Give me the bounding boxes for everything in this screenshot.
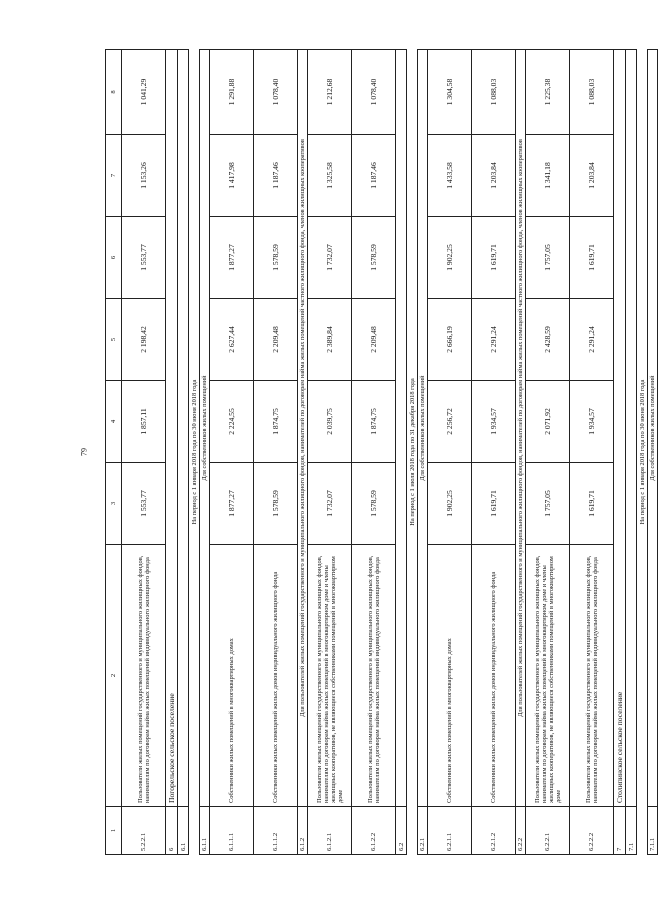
tariff-value-v8: 1 304,58 (428, 50, 472, 135)
row-code: 6.1.1.1 (210, 807, 254, 855)
data-row (122, 50, 166, 855)
row-category: Пользователи жилых помещений государственного и муниципального жилищных фондов, нанимателям по договорам найма жилых помещений индивидуального жилищного фонда (122, 545, 166, 807)
row-category: Пользователи жилых помещений государственного и муниципального жилищных фондов, нанимателям по договорам найма жилых помещений в многоквартирном доме и члены жилищных кооперативов, не являющиеся собственниками помещений в многоквартирном доме (308, 545, 352, 807)
tariff-value-v3: 1 877,27 (210, 463, 254, 545)
tariff-value-v8: 1 041,29 (122, 50, 166, 135)
tariff-value-v6: 1 732,07 (308, 217, 352, 299)
subsection-empty (178, 50, 189, 807)
row-code: 6.1.2.2 (352, 807, 396, 855)
tariff-value-v8: 1 225,38 (526, 50, 570, 135)
column-number-6: 6 (106, 217, 122, 299)
data-row (352, 50, 396, 855)
subsection-empty (396, 50, 407, 807)
column-number-4: 4 (106, 381, 122, 463)
section-code: 6 (166, 807, 178, 855)
row-code: 6.1.2.1 (308, 807, 352, 855)
tariff-value-v8: 1 212,68 (308, 50, 352, 135)
tariff-value-v5: 2 209,48 (254, 299, 298, 381)
tariff-value-v6: 1 578,59 (352, 217, 396, 299)
tariff-value-v8: 1 078,40 (352, 50, 396, 135)
subsection-empty (626, 50, 637, 807)
page-number: 79 (79, 448, 89, 456)
tariff-value-v4: 1 874,75 (254, 381, 298, 463)
row-category: Собственники жилых помещений в многоквартирных домах (428, 545, 472, 807)
tariff-value-v3: 1 578,59 (254, 463, 298, 545)
tariff-value-v4: 2 071,92 (526, 381, 570, 463)
tariff-value-v6: 1 877,27 (210, 217, 254, 299)
header-row (106, 50, 122, 855)
row-category: Пользователи жилых помещений государственного и муниципального жилищных фондов, нанимателям по договорам найма жилых помещений индивидуального жилищного фонда (352, 545, 396, 807)
tariff-value-v7: 1 325,58 (308, 135, 352, 217)
period-caption: На период с 1 июля 2018 года по 31 декабря 2018 года (407, 50, 418, 855)
tariff-value-v3: 1 619,71 (472, 463, 516, 545)
data-row (210, 50, 254, 855)
tariff-value-v7: 1 203,84 (570, 135, 614, 217)
group-code: 6.2.1 (418, 807, 428, 855)
tariff-value-v6: 1 578,59 (254, 217, 298, 299)
row-code: 6.2.2.2 (570, 807, 614, 855)
section-row (614, 50, 626, 855)
tariff-value-v3: 1 619,71 (570, 463, 614, 545)
group-caption: Для собственников жилых помещений (648, 50, 658, 807)
tariff-value-v4: 2 256,72 (428, 381, 472, 463)
subsection-row (626, 50, 637, 855)
row-code: 6.1.1.2 (254, 807, 298, 855)
tariff-value-v5: 2 291,24 (570, 299, 614, 381)
column-number-8: 8 (106, 50, 122, 135)
tariff-value-v7: 1 341,18 (526, 135, 570, 217)
tariff-value-v6: 1 553,77 (122, 217, 166, 299)
row-code: 6.2.1.2 (472, 807, 516, 855)
group-row (298, 50, 308, 855)
tariff-value-v7: 1 187,46 (352, 135, 396, 217)
group-caption: Для пользователей жилых помещений государственного и муниципального жилищного фондов, нанимателей по договорам найма жилых помещений частного жилищного фонда, членов жилищных кооперативов (298, 50, 308, 807)
group-row (516, 50, 526, 855)
tariff-value-v4: 2 224,55 (210, 381, 254, 463)
row-category: Собственники жилых помещений жилых домов индивидуального жилищного фонда (254, 545, 298, 807)
section-title: Столипинское сельское поселение (614, 50, 626, 807)
subsection-code: 6.1 (178, 807, 189, 855)
tariff-value-v6: 1 757,05 (526, 217, 570, 299)
period-caption: На период с 1 января 2018 года по 30 июня 2018 года (189, 50, 200, 855)
section-row (166, 50, 178, 855)
tariff-value-v5: 2 209,48 (352, 299, 396, 381)
section-title: Погорельское сельское поселение (166, 50, 178, 807)
data-row (570, 50, 614, 855)
period-caption: На период с 1 января 2018 года по 30 июня 2018 года (637, 50, 648, 855)
subsection-row (178, 50, 189, 855)
group-row (418, 50, 428, 855)
row-category: Собственники жилых помещений жилых домов индивидуального жилищного фонда (472, 545, 516, 807)
row-category: Пользователи жилых помещений государственного и муниципального жилищных фондов, нанимателям по договорам найма жилых помещений индивидуального жилищного фонда (570, 545, 614, 807)
tariff-value-v6: 1 902,25 (428, 217, 472, 299)
tariff-value-v8: 1 088,03 (472, 50, 516, 135)
group-code: 6.1.1 (200, 807, 210, 855)
row-code: 6.2.1.1 (428, 807, 472, 855)
tariff-value-v5: 2 428,59 (526, 299, 570, 381)
tariff-value-v3: 1 578,59 (352, 463, 396, 545)
row-code: 5.2.2.1 (122, 807, 166, 855)
tariff-value-v6: 1 619,71 (570, 217, 614, 299)
column-number-1: 1 (106, 807, 122, 855)
column-number-7: 7 (106, 135, 122, 217)
tariff-value-v6: 1 619,71 (472, 217, 516, 299)
group-code: 6.2.2 (516, 807, 526, 855)
tariff-value-v3: 1 757,05 (526, 463, 570, 545)
tariff-value-v3: 1 553,77 (122, 463, 166, 545)
data-row (428, 50, 472, 855)
group-code: 6.1.2 (298, 807, 308, 855)
subsection-code: 7.1 (626, 807, 637, 855)
data-row (526, 50, 570, 855)
tariff-value-v7: 1 153,26 (122, 135, 166, 217)
group-caption: Для собственников жилых помещений (418, 50, 428, 807)
tariff-value-v5: 2 198,42 (122, 299, 166, 381)
group-row (648, 50, 658, 855)
subsection-row (396, 50, 407, 855)
tariff-value-v7: 1 187,46 (254, 135, 298, 217)
subsection-code: 6.2 (396, 807, 407, 855)
tariff-value-v7: 1 433,58 (428, 135, 472, 217)
tariff-value-v5: 2 389,84 (308, 299, 352, 381)
tariff-value-v7: 1 417,98 (210, 135, 254, 217)
tariff-value-v8: 1 291,88 (210, 50, 254, 135)
tariff-value-v8: 1 088,03 (570, 50, 614, 135)
group-code: 7.1.1 (648, 807, 658, 855)
period-row (407, 50, 418, 855)
period-row (637, 50, 648, 855)
tariff-table (105, 49, 658, 855)
data-row (308, 50, 352, 855)
tariff-value-v4: 1 934,57 (570, 381, 614, 463)
column-number-5: 5 (106, 299, 122, 381)
section-code: 7 (614, 807, 626, 855)
group-caption: Для пользователей жилых помещений государственного и муниципального жилищного фондов, нанимателей по договорам найма жилых помещений частного жилищного фонда, членов жилищных кооперативов (516, 50, 526, 807)
tariff-value-v7: 1 203,84 (472, 135, 516, 217)
tariff-value-v4: 1 934,57 (472, 381, 516, 463)
row-category: Собственники жилых помещений в многоквартирных домах (210, 545, 254, 807)
rotated-table-wrapper (105, 50, 656, 855)
tariff-value-v5: 2 666,19 (428, 299, 472, 381)
row-category: Пользователи жилых помещений государственного и муниципального жилищных фондов, нанимателям по договорам найма жилых помещений в многоквартирном доме и члены жилищных кооперативов, не являющиеся собственниками помещений в многоквартирном доме (526, 545, 570, 807)
column-number-3: 3 (106, 463, 122, 545)
data-row (472, 50, 516, 855)
tariff-value-v3: 1 902,25 (428, 463, 472, 545)
tariff-value-v5: 2 291,24 (472, 299, 516, 381)
data-row (254, 50, 298, 855)
tariff-value-v8: 1 078,40 (254, 50, 298, 135)
tariff-value-v5: 2 627,44 (210, 299, 254, 381)
tariff-value-v4: 1 874,75 (352, 381, 396, 463)
group-caption: Для собственников жилых помещений (200, 50, 210, 807)
tariff-value-v4: 2 039,75 (308, 381, 352, 463)
tariff-value-v3: 1 732,07 (308, 463, 352, 545)
row-code: 6.2.2.1 (526, 807, 570, 855)
group-row (200, 50, 210, 855)
period-row (189, 50, 200, 855)
tariff-value-v4: 1 857,11 (122, 381, 166, 463)
column-number-2: 2 (106, 545, 122, 807)
